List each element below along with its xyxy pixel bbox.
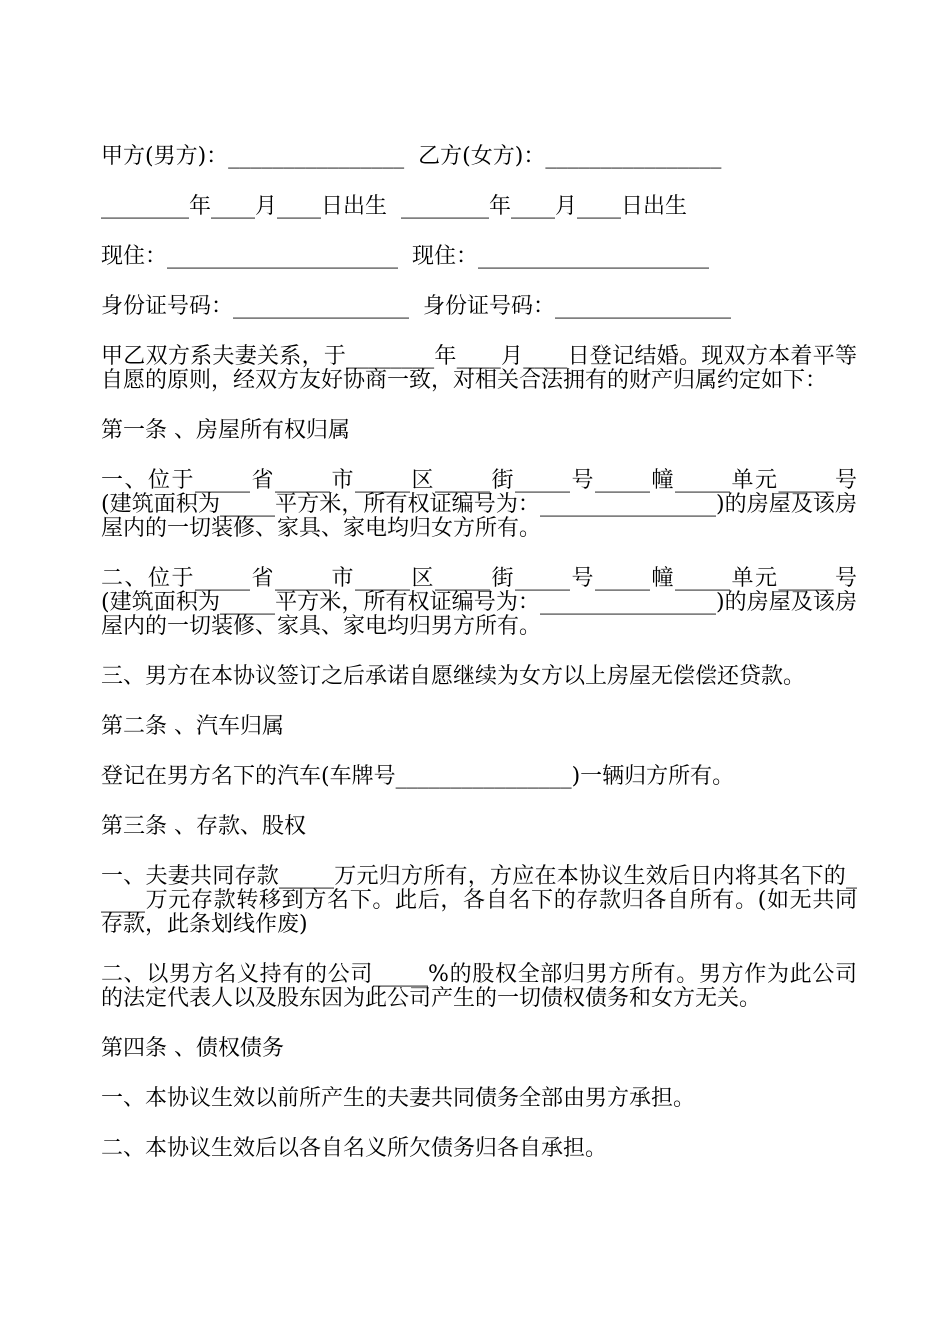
article-4-title: 第四条 、债权债务 xyxy=(101,1036,284,1061)
birth-date-line: ________年____月____日出生 ________年____月____日出生 xyxy=(101,194,687,219)
article-1-title: 第一条 、房屋所有权归属 xyxy=(101,418,350,443)
party-names-line: 甲方(男方)：________________ 乙方(女方)：________________ xyxy=(101,144,722,169)
article-1-clause-2: 二、位于_____省_____市_____区_____街_____号_____幢_____单元_____号(建筑面积为_____平方米，所有权证编号为：________________)的房屋及该房屋内的一切装修、家具、家电均归男方所有。 xyxy=(101,566,857,639)
residence-line: 现住：_____________________ 现住：_____________________ xyxy=(101,244,709,269)
article-2-title: 第二条 、汽车归属 xyxy=(101,714,284,739)
article-1-clause-1: 一、位于_____省_____市_____区_____街_____号_____幢_____单元_____号(建筑面积为_____平方米，所有权证编号为：________________)的房屋及该房屋内的一切装修、家具、家电均归女方所有。 xyxy=(101,468,857,541)
article-1-clause-3: 三、男方在本协议签订之后承诺自愿继续为女方以上房屋无偿偿还贷款。 xyxy=(101,664,806,689)
article-3-clause-1: 一、夫妻共同存款_____万元归方所有，方应在本协议生效后日内将其名下的_____万元存款转移到方名下。此后，各自名下的存款归各自所有。(如无共同存款，此条划线作废) xyxy=(101,864,857,937)
article-3-title: 第三条 、存款、股权 xyxy=(101,814,306,839)
article-4-clause-1: 一、本协议生效以前所产生的夫妻共同债务全部由男方承担。 xyxy=(101,1086,696,1111)
document-page xyxy=(101,145,857,1161)
article-4-clause-2: 二、本协议生效后以各自名义所欠债务归各自承担。 xyxy=(101,1136,608,1161)
article-3-clause-2: 二、以男方名义持有的公司_____%的股权全部归男方所有。男方作为此公司的法定代表人以及股东因为此公司产生的一切债权债务和女方无关。 xyxy=(101,962,857,1011)
id-number-line: 身份证号码：________________ 身份证号码：________________ xyxy=(101,294,731,319)
article-2-clause-1: 登记在男方名下的汽车(车牌号________________)一辆归方所有。 xyxy=(101,764,735,789)
intro-paragraph: 甲乙双方系夫妻关系，于________年____月____日登记结婚。现双方本着平等自愿的原则，经双方友好协商一致，对相关合法拥有的财产归属约定如下： xyxy=(101,344,857,393)
